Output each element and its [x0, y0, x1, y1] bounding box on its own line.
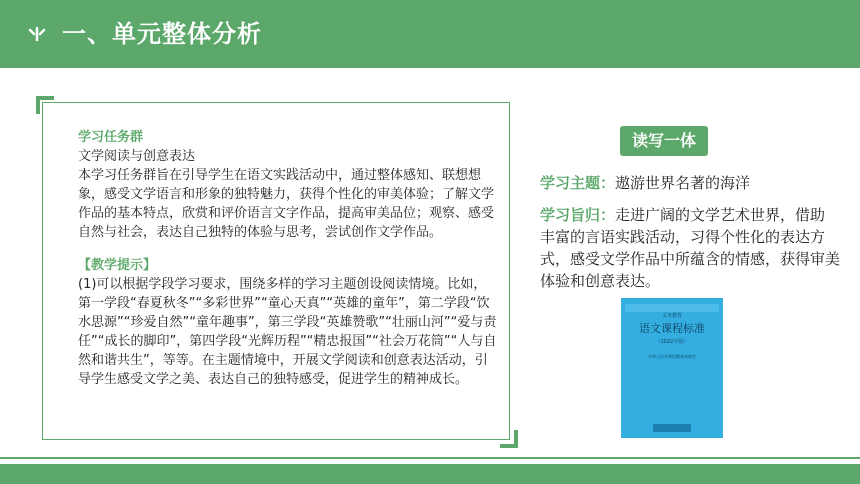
page-title: 一、单元整体分析	[62, 20, 262, 48]
learning-theme-label: 学习主题：	[540, 174, 616, 192]
learning-theme	[540, 172, 840, 194]
header-bar	[0, 0, 860, 68]
teaching-tip-paragraph: (1)可以根据学段学习要求，围绕多样的学习主题创设阅读情境。比如，第一学段“春夏秋冬”“多彩世界”“童心天真”“英雄的童年”，第二学段“饮水思源”“珍爱自然”“童年趣事”，第三学段“英雄赞歌”“壮丽山河”“爱与责任”“成长的脚印”，第四学段“光辉历程”“精忠报国”“社会万花筒”“人与自然和谐共生”，等等。在主题情境中，开展文学阅读和创意表达活动，引导学生感受文学之美、表达自己的独特感受，促进学生的精神成长。	[78, 277, 497, 387]
learning-purpose-value: 走进广阔的文学艺术世界，借助丰富的言语实践活动，习得个性化的表达方式，感受文学作品中所蕴含的情感，获得审美体验和创意表达。	[540, 206, 841, 290]
teaching-tip-title: 【教学提示】	[78, 258, 157, 273]
task-group-subtitle: 文学阅读与创意表达	[78, 149, 196, 164]
book-publisher: 中华人民共和国教育部制定	[648, 354, 696, 359]
learning-purpose	[540, 204, 840, 292]
footer-bar	[0, 464, 860, 484]
book-cover-band	[625, 304, 719, 312]
reading-writing-badge: 读写一体	[620, 126, 708, 156]
book-title: 语文课程标准	[639, 322, 705, 335]
learning-theme-value: 遨游世界名著的海洋	[615, 174, 751, 192]
book-edition: （2022年版）	[655, 339, 689, 345]
task-group-content	[78, 128, 498, 389]
task-group-paragraph: 本学习任务群旨在引导学生在语文实践活动中，通过整体感知、联想想象，感受文学语言和形象的独特魅力，获得个性化的审美体验；了解文学作品的基本特点，欣赏和评价语言文字作品，提高审美品位；观察、感受自然与社会，表达自己独特的体验与思考，尝试创作文学作品。	[78, 168, 495, 240]
task-group-title: 学习任务群	[78, 130, 144, 145]
curriculum-book-cover	[621, 298, 723, 438]
sparkle-icon	[28, 24, 50, 44]
book-series: 义务教育	[661, 313, 682, 319]
learning-purpose-label: 学习旨归：	[540, 206, 616, 224]
card-corner-decoration	[500, 430, 518, 448]
footer-divider	[0, 457, 860, 459]
publisher-logo	[653, 424, 691, 432]
